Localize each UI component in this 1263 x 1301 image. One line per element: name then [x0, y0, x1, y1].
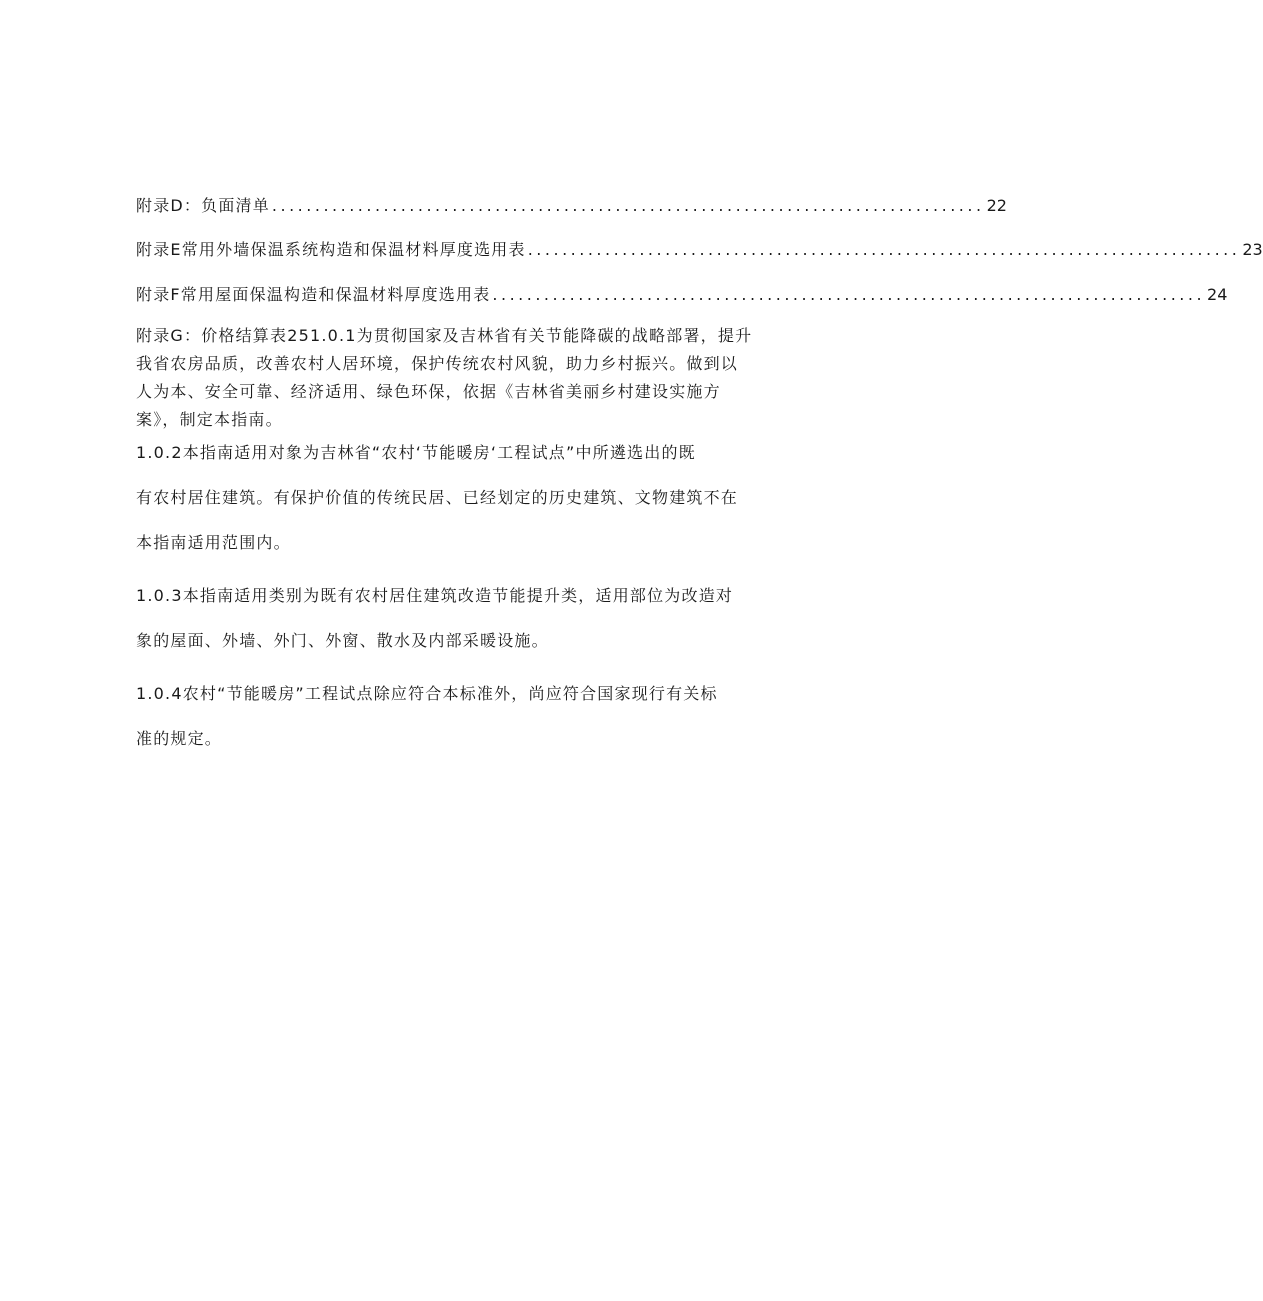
text-line: 人为本、安全可靠、经济适用、绿色环保，依据《吉林省美丽乡村建设实施方: [136, 382, 721, 401]
text-line: 附录G：价格结算表251.0.1为贯彻国家及吉林省有关节能降碳的战略部署，提升: [136, 326, 753, 345]
section-1-0-1: [136, 322, 786, 434]
text-line: 象的屋面、外墙、外门、外窗、散水及内部采暖设施。: [136, 631, 549, 650]
text-line: 1.0.3本指南适用类别为既有农村居住建筑改造节能提升类，适用部位为改造对: [136, 586, 734, 605]
text-line: 我省农房品质，改善农村人居环境，保护传统农村风貌，助力乡村振兴。做到以: [136, 354, 739, 373]
toc-leader: ...................................................................................: [492, 285, 1206, 304]
section-1-0-2: [136, 443, 786, 578]
toc-leader: ...................................................................................: [527, 240, 1241, 259]
toc-leader: ...................................................................................: [271, 196, 985, 215]
toc-entry-appendix-d[interactable]: [136, 196, 1007, 216]
toc-entry-appendix-f[interactable]: [136, 285, 1228, 305]
toc-entry-appendix-e[interactable]: [136, 240, 1263, 260]
text-line: 有农村居住建筑。有保护价值的传统民居、已经划定的历史建筑、文物建筑不在: [136, 488, 739, 507]
section-1-0-3: [136, 586, 786, 676]
text-line: 准的规定。: [136, 729, 223, 748]
toc-page-number: 23: [1242, 240, 1263, 259]
toc-page-number: 22: [986, 196, 1007, 215]
text-line: 1.0.2本指南适用对象为吉林省“农村‘节能暖房‘工程试点”中所遴选出的既: [136, 443, 696, 462]
text-line: 1.0.4农村“节能暖房”工程试点除应符合本标准外，尚应符合国家现行有关标: [136, 684, 718, 703]
text-line: 案》，制定本指南。: [136, 410, 283, 429]
toc-label: 附录F常用屋面保温构造和保温材料厚度选用表: [136, 285, 491, 304]
text-line: 本指南适用范围内。: [136, 533, 291, 552]
toc-label: 附录D：负面清单: [136, 196, 270, 215]
toc-page-number: 24: [1207, 285, 1228, 304]
toc-label: 附录E常用外墙保温系统构造和保温材料厚度选用表: [136, 240, 526, 259]
section-1-0-4: [136, 684, 786, 774]
